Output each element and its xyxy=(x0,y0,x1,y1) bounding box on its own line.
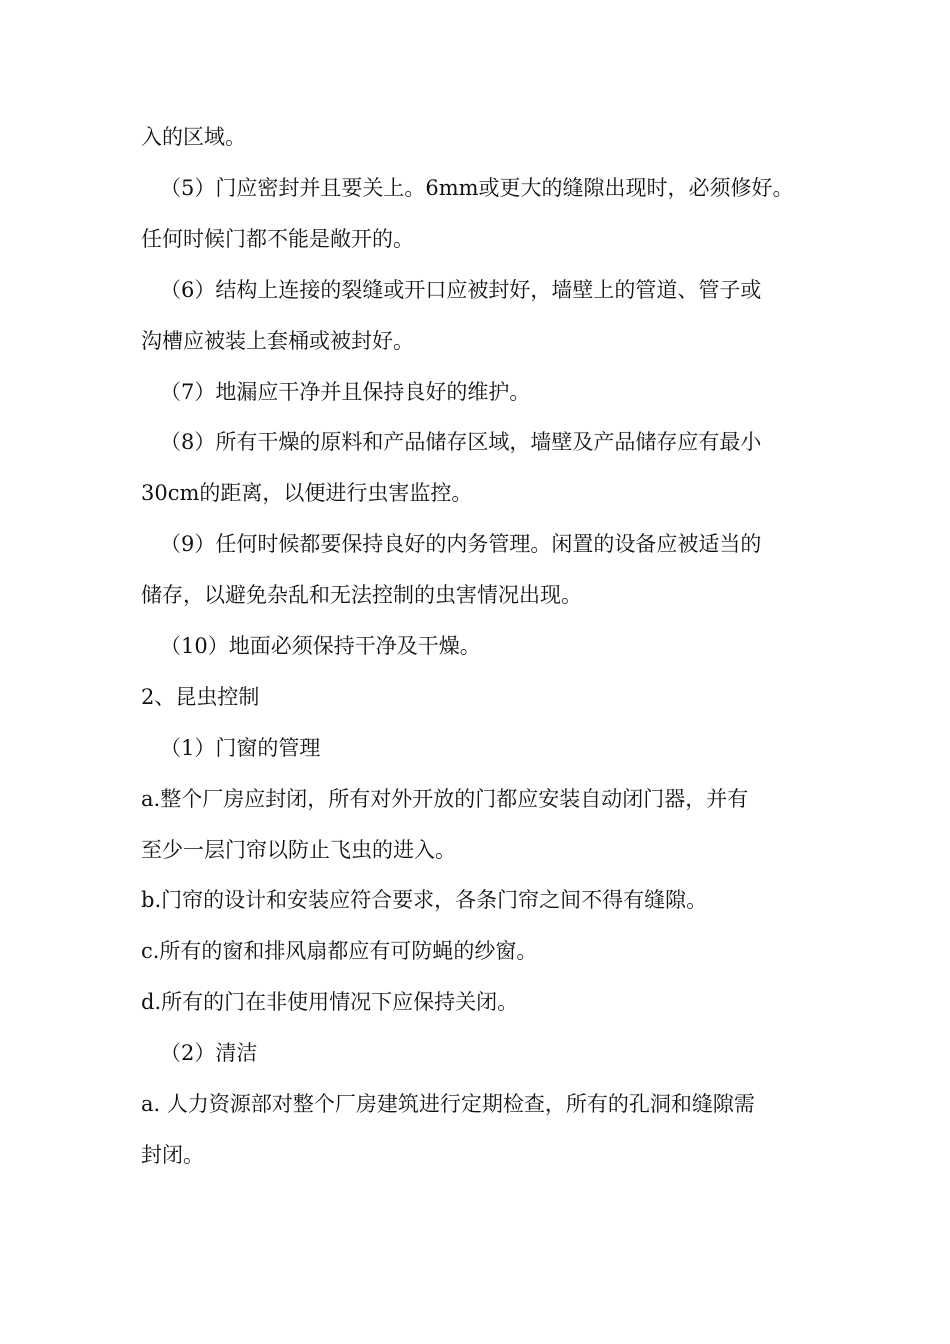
text-line: 入的区域。 xyxy=(141,125,246,149)
text-line: a. 人力资源部对整个厂房建筑进行定期检查，所有的孔洞和缝隙需 xyxy=(141,1092,755,1116)
text-line: 沟槽应被装上套桶或被封好。 xyxy=(141,329,414,353)
text-line: 30cm的距离，以便进行虫害监控。 xyxy=(141,481,473,505)
text-line: （6）结构上连接的裂缝或开口应被封好，墙壁上的管道、管子或 xyxy=(160,278,762,302)
section-heading: 2、昆虫控制 xyxy=(141,685,260,709)
subsection-heading: （1）门窗的管理 xyxy=(160,736,321,760)
text-line: 至少一层门帘以防止飞虫的进入。 xyxy=(141,838,456,862)
text-line: d.所有的门在非使用情况下应保持关闭。 xyxy=(141,990,519,1014)
text-line: （9）任何时候都要保持良好的内务管理。闲置的设备应被适当的 xyxy=(160,532,762,556)
subsection-heading: （2）清洁 xyxy=(160,1041,258,1065)
text-line: （10）地面必须保持干净及干燥。 xyxy=(160,634,481,658)
text-line: （7）地漏应干净并且保持良好的维护。 xyxy=(160,380,531,404)
text-line: a.整个厂房应封闭，所有对外开放的门都应安装自动闭门器，并有 xyxy=(141,787,749,811)
text-line: 储存，以避免杂乱和无法控制的虫害情况出现。 xyxy=(141,583,582,607)
text-line: b.门帘的设计和安装应符合要求，各条门帘之间不得有缝隙。 xyxy=(141,888,708,912)
text-line: （5）门应密封并且要关上。6mm或更大的缝隙出现时，必须修好。 xyxy=(160,176,794,200)
text-line: （8）所有干燥的原料和产品储存区域，墙壁及产品储存应有最小 xyxy=(160,430,762,454)
text-line: 任何时候门都不能是敞开的。 xyxy=(141,227,414,251)
text-line: c.所有的窗和排风扇都应有可防蝇的纱窗。 xyxy=(141,939,538,963)
text-line: 封闭。 xyxy=(141,1143,204,1167)
